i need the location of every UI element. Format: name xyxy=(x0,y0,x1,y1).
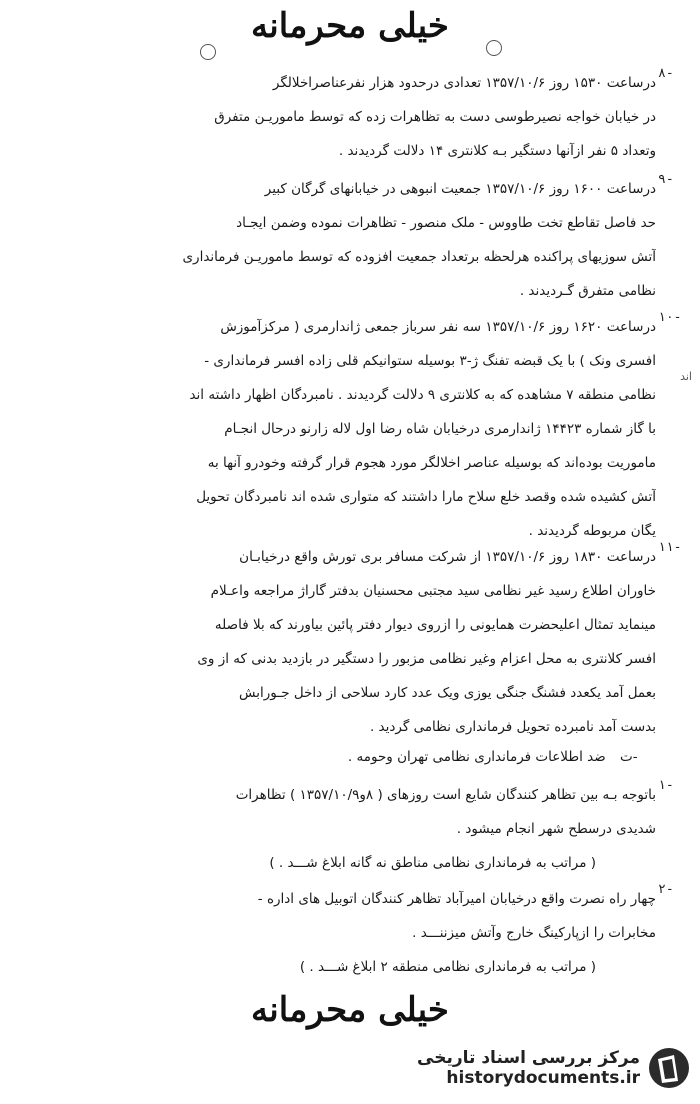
entry-line: افسر کلانتری به محل اعزام وغیر نظامی مزبور را دستگیر در بازدید بدنی که از وی xyxy=(197,651,656,667)
entry-line: باتوجه بـه بین تظاهر کنندگان شایع است روزهای ( ۸و۱۳۵۷/۱۰/۹ ) تظاهرات xyxy=(235,787,656,803)
entry-number: ۹- xyxy=(658,172,674,187)
entry-number: ۱- xyxy=(658,778,674,793)
archive-logo xyxy=(270,1040,690,1096)
archive-logo-text xyxy=(417,1048,640,1088)
archive-name: مرکز بررسی اسناد تاریخی xyxy=(417,1048,640,1068)
distribution-note: ( مراتب به فرمانداری نظامی منطقه ۲ ابلاغ شـــد . ) xyxy=(299,959,596,975)
entry-line: شدیدی درسطح شهر انجام میشود . xyxy=(456,821,656,837)
distribution-note: ( مراتب به فرمانداری نظامی مناطق نه گانه ابلاغ شـــد . ) xyxy=(269,855,596,871)
margin-note: اند xyxy=(680,370,692,383)
entry-line: نظامی منطقه ۷ مشاهده که به کلانتری ۹ دلالت گردیدند . نامبردگان اظهار داشته اند xyxy=(189,387,656,403)
entry-line: آتش سوزیهای پراکنده هرلحظه برتعداد جمعیت افزوده که توسط ماموریـن فرمانداری xyxy=(182,249,656,265)
classification-header: خیلی محرمانه xyxy=(251,6,449,46)
entry-line: درساعت ۱۸۳۰ روز ۱۳۵۷/۱۰/۶ از شرکت مسافر بری تورش واقع درخیابـان xyxy=(239,549,656,565)
entry-line: مینماید تمثال اعلیحضرت همایونی را ازروی دیوار دفتر پائین بیاورند که بلا فاصله xyxy=(214,617,656,633)
entry-number: ۸- xyxy=(658,66,674,81)
section-heading xyxy=(40,740,660,774)
entry-line: حد فاصل تقاطع تخت طاووس - ملک منصور - تظاهرات نموده وضمن ایجـاد xyxy=(236,215,656,231)
hole-punch-mark xyxy=(486,40,502,56)
entry-line: بعمل آمد یکعدد فشنگ جنگی یوزی ویک عدد کارد سلاحی از داخل جـورابش xyxy=(239,685,656,701)
entry-number: ۲- xyxy=(658,882,674,897)
section-title: ضد اطلاعات فرمانداری نظامی تهران وحومه . xyxy=(347,749,606,765)
entry-line: وتعداد ۵ نفر ازآنها دستگیر بـه کلانتری ۱۴ دلالت گردیدند . xyxy=(338,143,656,159)
entry-line: خاوران اطلاع رسید غیر نظامی سید مجتبی محسنیان بدفتر گاراژ مراجعه واعـلام xyxy=(210,583,656,599)
section-letter: ت- xyxy=(620,749,638,765)
hole-punch-mark xyxy=(200,44,216,60)
sub-entry-2 xyxy=(50,882,674,984)
archive-url: historydocuments.ir xyxy=(446,1068,640,1088)
entry-line: مخابرات را ازپارکینگ خارج وآتش میزننـــد . xyxy=(412,925,656,941)
entry-number: ۱۱- xyxy=(658,540,682,555)
entry-line: درساعت ۱۵۳۰ روز ۱۳۵۷/۱۰/۶ تعدادی درحدود هزار نفرعناصراخلالگر xyxy=(272,75,656,91)
entry-line: با گاز شماره ۱۴۴۲۳ ژاندارمری درخیابان شاه رضا اول لاله زارنو درحال انجـام xyxy=(224,421,656,437)
entry-line: افسری ونک ) با یک قبضه تفنگ ژ-۳ بوسیله ستوانیکم قلی زاده افسر فرمانداری - xyxy=(204,353,656,369)
sub-entry-1 xyxy=(50,778,674,880)
entry-line: بدست آمد نامبرده تحویل فرمانداری نظامی گردید . xyxy=(369,719,656,735)
report-entry-11 xyxy=(50,540,682,744)
classification-footer: خیلی محرمانه xyxy=(251,990,449,1030)
entry-line: یگان مربوطه گردیدند . xyxy=(528,523,656,539)
report-entry-9 xyxy=(50,172,674,308)
entry-line: آتش کشیده شده وقصد خلع سلاح مارا داشتند که متواری شده اند نامبردگان تحویل xyxy=(196,489,656,505)
entry-line: درساعت ۱۶۲۰ روز ۱۳۵۷/۱۰/۶ سه نفر سرباز جمعی ژاندارمری ( مرکزآموزش xyxy=(220,319,656,335)
entry-line: در خیابان خواجه نصیرطوسی دست به تظاهرات زده که توسط ماموریـن متفرق xyxy=(214,109,656,125)
entry-number: ۱۰- xyxy=(658,310,682,325)
entry-line: نظامی متفرق گـردیدند . xyxy=(519,283,656,299)
entry-line: ماموریت بوده‌اند که بوسیله عناصر اخلالگر مورد هجوم قرار گرفته وخودرو آنها به xyxy=(207,455,656,471)
entry-line: چهار راه نصرت واقع درخیابان امیرآباد تظاهر کنندگان اتوبیل های اداره - xyxy=(257,891,656,907)
entry-line: درساعت ۱۶۰۰ روز ۱۳۵۷/۱۰/۶ جمعیت انبوهی در خیابانهای گرگان کبیر xyxy=(264,181,656,197)
archive-logo-icon xyxy=(648,1045,690,1091)
report-entry-8 xyxy=(50,66,674,168)
